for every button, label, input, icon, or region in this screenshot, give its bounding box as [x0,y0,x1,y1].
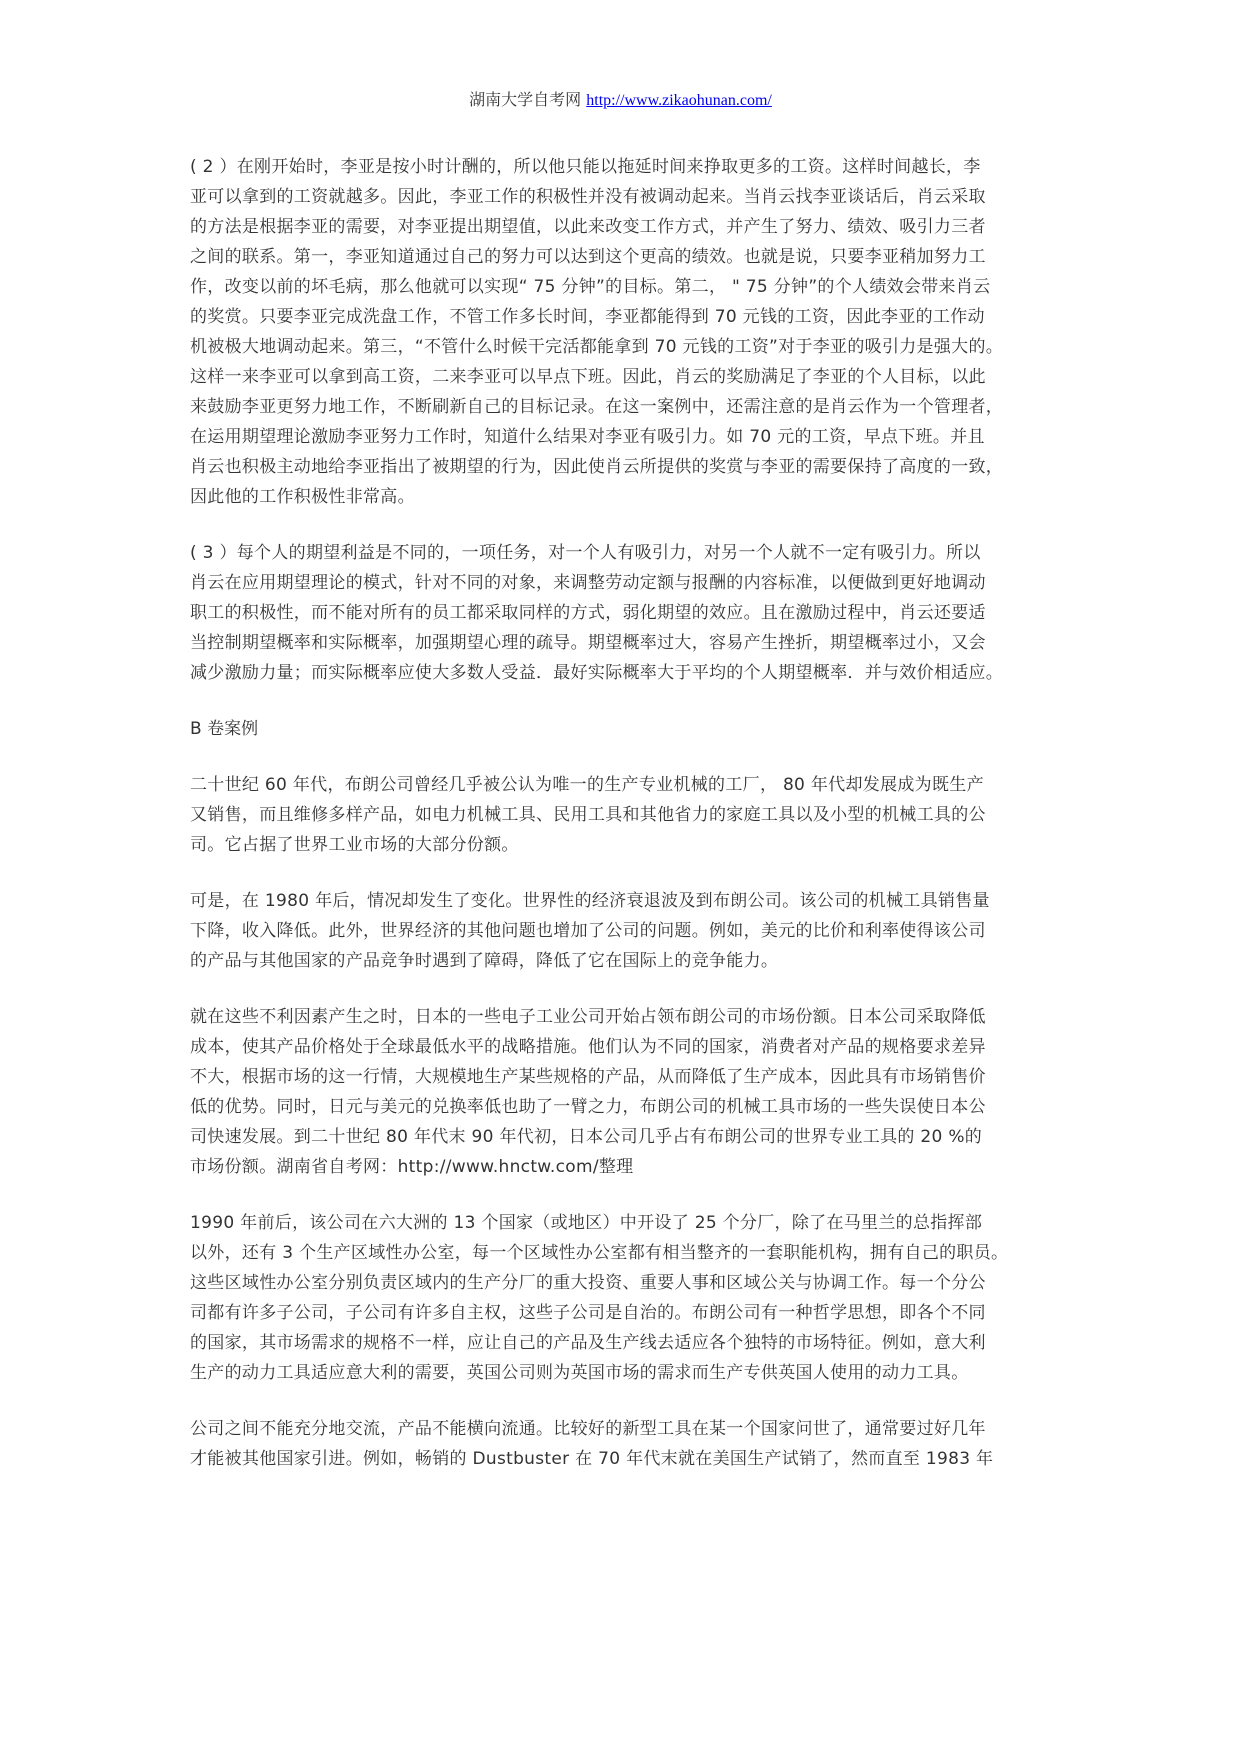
section-b-paragraph [190,1002,1050,1182]
text-line: 的方法是根据李亚的需要，对李亚提出期望值，以此来改变工作方式，并产生了努力、绩效、吸引力三者 [190,217,986,237]
text-line: 在运用期望理论激励李亚努力工作时，知道什么结果对李亚有吸引力。如 70 元的工资，早点下班。并且 [190,427,985,447]
paragraph-3 [190,538,1050,688]
section-b-title: B 卷案例 [190,719,259,739]
text-line: 生产的动力工具适应意大利的需要，英国公司则为英国市场的需求而生产专供英国人使用的动力工具。 [190,1363,969,1383]
page-header [0,88,1241,113]
text-line: 的产品与其他国家的产品竞争时遇到了障碍，降低了它在国际上的竞争能力。 [190,951,779,971]
text-line: 职工的积极性，而不能对所有的员工都采取同样的方式，弱化期望的效应。且在激励过程中，肖云还要适 [190,603,986,623]
paragraph-2 [190,152,1050,512]
text-line: 1990 年前后，该公司在六大洲的 13 个国家（或地区）中开设了 25 个分厂，除了在马里兰的总指挥部 [190,1213,983,1233]
site-url-link[interactable]: http://www.zikaohunan.com/ [586,92,772,109]
text-line: ( 2 ）在刚开始时，李亚是按小时计酬的，所以他只能以拖延时间来挣取更多的工资。这样时间越长，李 [190,157,981,177]
text-line: ( 3 ）每个人的期望利益是不同的，一项任务，对一个人有吸引力，对另一个人就不一定有吸引力。所以 [190,543,981,563]
text-line: 就在这些不利因素产生之时，日本的一些电子工业公司开始占领布朗公司的市场份额。日本公司采取降低 [190,1007,986,1027]
text-line: 市场份额。湖南省自考网：http://www.hnctw.com/整理 [190,1157,634,1177]
section-b-paragraph [190,1414,1050,1474]
text-line: 肖云在应用期望理论的模式，针对不同的对象，来调整劳动定额与报酬的内容标准，以便做到更好地调动 [190,573,986,593]
text-line: 作，改变以前的坏毛病，那么他就可以实现“ 75 分钟”的目标。第二， " 75 分钟”的个人绩效会带来肖云 [190,277,991,297]
text-line: 可是，在 1980 年后，情况却发生了变化。世界性的经济衰退波及到布朗公司。该公司的机械工具销售量 [190,891,990,911]
text-line: 这些区域性办公室分别负责区域内的生产分厂的重大投资、重要人事和区域公关与协调工作。每一个分公 [190,1273,986,1293]
text-line: 不大，根据市场的这一行情，大规模地生产某些规格的产品，从而降低了生产成本，因此具有市场销售价 [190,1067,986,1087]
text-line: 低的优势。同时，日元与美元的兑换率低也助了一臂之力，布朗公司的机械工具市场的一些失误使日本公 [190,1097,986,1117]
text-line: 二十世纪 60 年代，布朗公司曾经几乎被公认为唯一的生产专业机械的工厂， 80 年代却发展成为既生产 [190,775,984,795]
text-line: 肖云也积极主动地给李亚指出了被期望的行为，因此使肖云所提供的奖赏与李亚的需要保持了高度的一致， [190,457,1004,477]
document-body [190,152,1050,1500]
text-line: 机被极大地调动起来。第三，“不管什么时候干完活都能拿到 70 元钱的工资”对于李亚的吸引力是强大的。 [190,337,1004,357]
site-name: 湖南大学自考网 [469,90,582,109]
section-b-paragraph [190,886,1050,976]
text-line: 成本，使其产品价格处于全球最低水平的战略措施。他们认为不同的国家，消费者对产品的规格要求差异 [190,1037,986,1057]
text-line: 减少激励力量；而实际概率应使大多数人受益．最好实际概率大于平均的个人期望概率．并与效价相适应。 [190,663,1004,683]
section-b-paragraph [190,1208,1050,1388]
text-line: 才能被其他国家引进。例如，畅销的 Dustbuster 在 70 年代末就在美国生产试销了，然而直至 1983 年 [190,1449,994,1469]
text-line: 之间的联系。第一，李亚知道通过自己的努力可以达到这个更高的绩效。也就是说，只要李亚稍加努力工 [190,247,986,267]
text-line: 这样一来李亚可以拿到高工资，二来李亚可以早点下班。因此，肖云的奖励满足了李亚的个人目标，以此 [190,367,986,387]
text-line: 司都有许多子公司，子公司有许多自主权，这些子公司是自治的。布朗公司有一种哲学思想，即各个不同 [190,1303,986,1323]
text-line: 以外，还有 3 个生产区域性办公室，每一个区域性办公室都有相当整齐的一套职能机构，拥有自己的职员。 [190,1243,1009,1263]
text-line: 下降，收入降低。此外，世界经济的其他问题也增加了公司的问题。例如，美元的比价和利率使得该公司 [190,921,986,941]
text-line: 亚可以拿到的工资就越多。因此，李亚工作的积极性并没有被调动起来。当肖云找李亚谈话后，肖云采取 [190,187,986,207]
section-b-paragraph [190,770,1050,860]
text-line: 因此他的工作积极性非常高。 [190,487,415,507]
text-line: 的奖赏。只要李亚完成洗盘工作，不管工作多长时间，李亚都能得到 70 元钱的工资，因此李亚的工作动 [190,307,985,327]
text-line: 司快速发展。到二十世纪 80 年代末 90 年代初，日本公司几乎占有布朗公司的世界专业工具的 20 %的 [190,1127,983,1147]
text-line: 又销售，而且维修多样产品，如电力机械工具、民用工具和其他省力的家庭工具以及小型的机械工具的公 [190,805,986,825]
text-line: 的国家，其市场需求的规格不一样，应让自己的产品及生产线去适应各个独特的市场特征。例如，意大利 [190,1333,986,1353]
text-line: 公司之间不能充分地交流，产品不能横向流通。比较好的新型工具在某一个国家问世了，通常要过好几年 [190,1419,986,1439]
text-line: 当控制期望概率和实际概率，加强期望心理的疏导。期望概率过大，容易产生挫折，期望概率过小，又会 [190,633,986,653]
text-line: 来鼓励李亚更努力地工作，不断刷新自己的目标记录。在这一案例中，还需注意的是肖云作为一个管理者， [190,397,1004,417]
text-line: 司。它占据了世界工业市场的大部分份额。 [190,835,519,855]
